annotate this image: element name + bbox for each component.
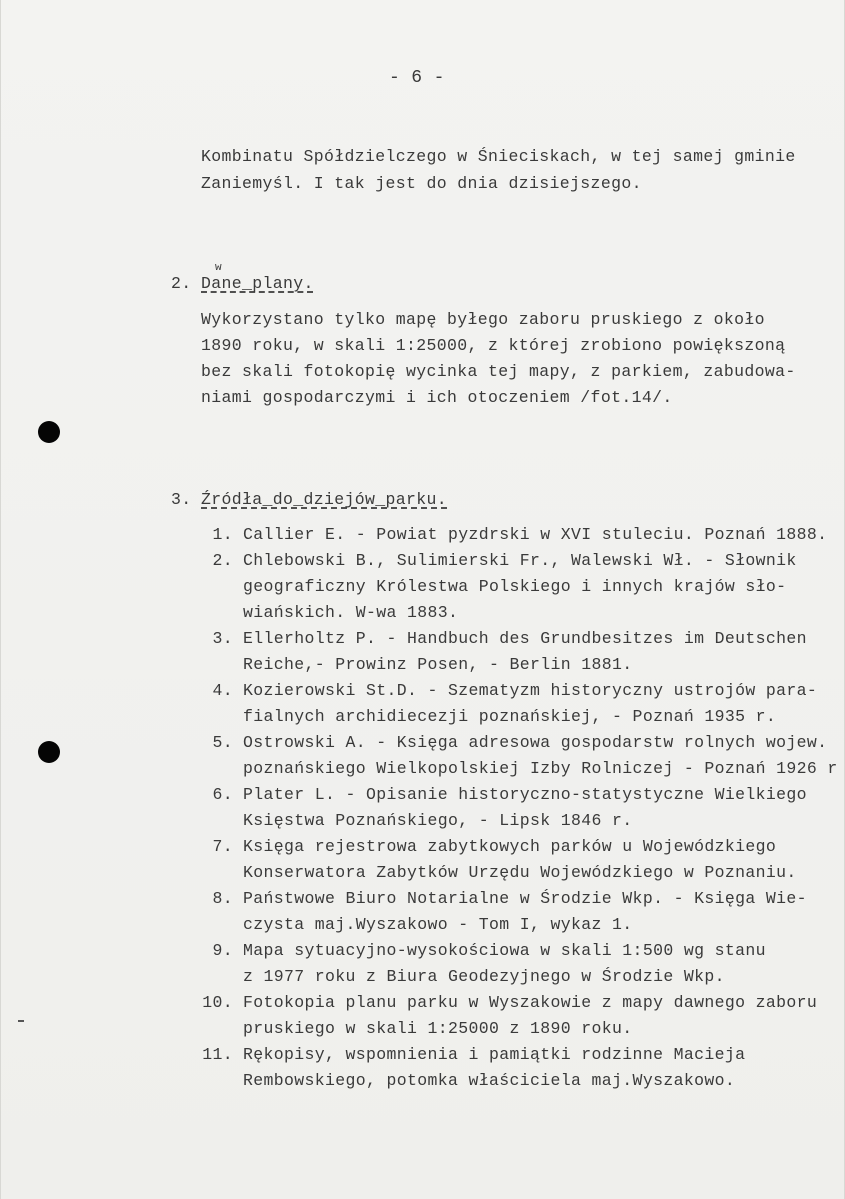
source-item-number: 10. [202, 993, 233, 1012]
section2-line-4: niami gospodarczymi i ich otoczeniem /fot.14/. [201, 388, 673, 407]
source-item-line: pruskiego w skali 1:25000 z 1890 roku. [243, 1019, 633, 1038]
source-item-line: Państwowe Biuro Notarialne w Środzie Wkp. - Księga Wie- [243, 889, 807, 908]
section3-number: 3. [171, 490, 192, 509]
source-item-number: 6. [212, 785, 233, 804]
page-number: - 6 - [389, 68, 445, 88]
source-item-line: fialnych archidiecezji poznańskiej, - Poznań 1935 r. [243, 707, 777, 726]
source-item-number: 11. [202, 1045, 233, 1064]
source-item-line: Reiche,- Prowinz Posen, - Berlin 1881. [243, 655, 633, 674]
source-item-line: geograficzny Królestwa Polskiego i innych krajów sło- [243, 577, 787, 596]
source-item-number: 9. [212, 941, 233, 960]
source-item-line: Ostrowski A. - Księga adresowa gospodarstw rolnych wojew. [243, 733, 828, 752]
source-item-line: czysta maj.Wyszakowo - Tom I, wykaz 1. [243, 915, 633, 934]
source-item-line: Księstwa Poznańskiego, - Lipsk 1846 r. [243, 811, 633, 830]
source-item-number: 5. [212, 733, 233, 752]
intro-line-2: Zaniemyśl. I tak jest do dnia dzisiejszego. [201, 174, 642, 193]
source-item-number: 8. [212, 889, 233, 908]
source-item-number: 4. [212, 681, 233, 700]
section2-line-2: 1890 roku, w skali 1:25000, z której zrobiono powiększoną [201, 336, 786, 355]
source-item-line: Plater L. - Opisanie historyczno-statystyczne Wielkiego [243, 785, 807, 804]
source-item-line: Rembowskiego, potomka właściciela maj.Wyszakowo. [243, 1071, 736, 1090]
source-item-line: Konserwatora Zabytków Urzędu Wojewódzkiego w Poznaniu. [243, 863, 797, 882]
section2-correction-mark: w [215, 262, 222, 274]
section2-title: Dane_plany. [201, 274, 314, 293]
margin-mark [18, 1020, 24, 1022]
section2-number: 2. [171, 274, 192, 293]
source-item-line: Księga rejestrowa zabytkowych parków u Wojewódzkiego [243, 837, 777, 856]
section2-line-1: Wykorzystano tylko mapę byłego zaboru pruskiego z około [201, 310, 765, 329]
source-item-number: 7. [212, 837, 233, 856]
source-item-number: 1. [212, 525, 233, 544]
section2-line-3: bez skali fotokopię wycinka tej mapy, z parkiem, zabudowa- [201, 362, 796, 381]
source-item-line: Mapa sytuacyjno-wysokościowa w skali 1:500 wg stanu [243, 941, 766, 960]
source-item-line: Fotokopia planu parku w Wyszakowie z mapy dawnego zaboru [243, 993, 818, 1012]
source-item-number: 3. [212, 629, 233, 648]
section3-title: Źródła_do_dziejów_parku. [201, 490, 448, 509]
source-item-number: 2. [212, 551, 233, 570]
punch-hole-top [38, 421, 60, 443]
source-item-line: Rękopisy, wspomnienia i pamiątki rodzinne Macieja [243, 1045, 746, 1064]
punch-hole-bottom [38, 741, 60, 763]
source-item-line: z 1977 roku z Biura Geodezyjnego w Środzie Wkp. [243, 967, 725, 986]
source-item-line: poznańskiego Wielkopolskiej Izby Rolniczej - Poznań 1926 r [243, 759, 838, 778]
source-item-line: Ellerholtz P. - Handbuch des Grundbesitzes im Deutschen [243, 629, 807, 648]
intro-line-1: Kombinatu Spółdzielczego w Śnieciskach, w tej samej gminie [201, 147, 796, 166]
source-item-line: wiańskich. W-wa 1883. [243, 603, 459, 622]
source-item-line: Kozierowski St.D. - Szematyzm historyczny ustrojów para- [243, 681, 818, 700]
source-item-line: Chlebowski B., Sulimierski Fr., Walewski Wł. - Słownik [243, 551, 797, 570]
source-item-line: Callier E. - Powiat pyzdrski w XVI stuleciu. Poznań 1888. [243, 525, 828, 544]
